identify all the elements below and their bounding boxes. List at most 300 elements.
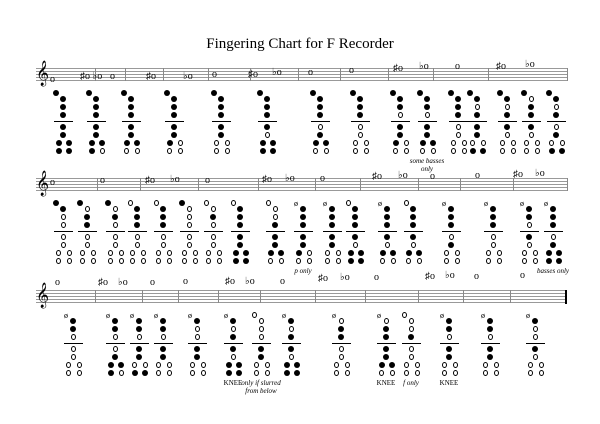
open-hole-icon (141, 258, 146, 264)
finger-hole (337, 354, 345, 362)
barline (340, 68, 341, 81)
open-hole-icon (533, 354, 538, 360)
closed-hole-icon (171, 124, 177, 130)
open-hole-icon (527, 222, 532, 228)
finger-hole (69, 326, 77, 334)
open-hole-icon (108, 258, 113, 264)
open-hole-icon (187, 222, 192, 228)
finger-hole (549, 214, 557, 222)
finger-hole (316, 132, 324, 140)
closed-hole-icon (357, 96, 363, 102)
finger-hole (351, 206, 359, 214)
open-hole-icon (522, 250, 527, 256)
hand-divider (449, 121, 468, 122)
finger-hole (299, 222, 307, 230)
hand-divider (351, 121, 370, 122)
open-hole-icon (225, 140, 230, 146)
half-hole-icon: ø (378, 199, 382, 208)
closed-hole-icon (132, 370, 138, 376)
finger-hole (299, 214, 307, 222)
closed-hole-icon (556, 258, 562, 264)
hand-divider (294, 231, 313, 232)
open-hole-icon (193, 258, 198, 264)
closed-hole-icon (546, 250, 552, 256)
closed-hole-icon (264, 104, 270, 110)
finger-hole (407, 346, 415, 354)
open-hole-icon (279, 258, 284, 264)
double-hole (325, 250, 341, 258)
finger-hole (170, 132, 178, 140)
finger-hole (549, 234, 557, 242)
open-hole-icon (442, 370, 447, 376)
closed-hole-icon (357, 112, 363, 118)
finger-hole (133, 242, 141, 250)
open-hole-icon (402, 312, 407, 318)
double-hole (348, 258, 364, 266)
finger-hole (185, 214, 193, 222)
closed-hole-icon (124, 140, 130, 146)
open-hole-icon (551, 234, 556, 240)
closed-hole-icon (487, 326, 493, 332)
closed-hole-icon (397, 104, 403, 110)
open-hole-icon (217, 258, 222, 264)
barline (315, 290, 316, 303)
open-hole-icon (113, 222, 118, 228)
finger-hole (271, 242, 279, 250)
finger-hole (552, 124, 560, 132)
staff-line (36, 299, 567, 300)
double-hole (66, 362, 82, 370)
note-head: o (374, 272, 379, 283)
half-hole-icon: ø (282, 311, 286, 320)
finger-hole (263, 112, 271, 120)
finger-hole (525, 222, 533, 230)
open-hole-icon (61, 222, 66, 228)
double-hole (444, 258, 460, 266)
open-hole-icon (113, 206, 118, 212)
open-hole-icon (273, 214, 278, 220)
open-hole-icon (119, 370, 124, 376)
closed-hole-icon (167, 140, 173, 146)
closed-hole-icon (278, 250, 284, 256)
closed-hole-icon (490, 222, 496, 228)
finger-hole (217, 96, 225, 104)
double-hole (130, 250, 146, 258)
closed-hole-icon (284, 370, 290, 376)
double-hole (522, 250, 538, 258)
half-hole-icon: ø (442, 199, 446, 208)
open-hole-icon (61, 234, 66, 240)
double-hole (524, 148, 540, 156)
double-hole (549, 148, 565, 156)
closed-hole-icon (93, 124, 99, 130)
closed-hole-icon (455, 112, 461, 118)
closed-hole-icon (300, 222, 306, 228)
open-hole-icon (167, 370, 172, 376)
closed-hole-icon (480, 148, 486, 154)
finger-hole (59, 234, 67, 242)
note-head: ♭o (245, 276, 255, 287)
open-hole-icon (71, 354, 76, 360)
closed-hole-icon (300, 242, 306, 248)
note-head: o (280, 276, 285, 287)
finger-hole (409, 234, 417, 242)
open-hole-icon (135, 242, 140, 248)
double-hole (108, 362, 124, 370)
open-hole-icon (494, 362, 499, 368)
open-hole-icon (535, 148, 540, 154)
open-hole-icon (404, 148, 409, 154)
finger-hole (489, 222, 497, 230)
finger-hole (217, 124, 225, 132)
closed-hole-icon (233, 258, 239, 264)
finger-hole (473, 96, 481, 104)
finger-hole (287, 354, 295, 362)
half-hole-icon: ø (377, 311, 381, 320)
knee-label: KNEE (376, 379, 396, 387)
note-head: ♭o (525, 59, 535, 70)
finger-hole (287, 334, 295, 342)
hand-divider (231, 231, 250, 232)
finger-hole (396, 104, 404, 112)
finger-hole (229, 354, 237, 362)
closed-hole-icon (393, 140, 399, 146)
open-hole-icon (214, 148, 219, 154)
double-hole (156, 250, 172, 258)
finger-hole (552, 104, 560, 112)
open-hole-icon (130, 250, 135, 256)
closed-hole-icon (70, 326, 76, 332)
staff-line (36, 181, 567, 182)
double-hole (393, 148, 409, 156)
finger-hole (445, 318, 453, 326)
closed-hole-icon (317, 104, 323, 110)
closed-hole-icon (323, 140, 329, 146)
half-hole-icon: ø (520, 199, 524, 208)
closed-hole-icon (56, 148, 62, 154)
finger-hole (489, 214, 497, 222)
open-hole-icon (345, 362, 350, 368)
staff (36, 175, 567, 191)
treble-clef-icon: 𝄞 (36, 170, 50, 195)
finger-hole (447, 234, 455, 242)
half-hole-icon: ø (526, 311, 530, 320)
finger-hole (209, 206, 217, 214)
open-hole-icon (71, 346, 76, 352)
finger-hole (299, 234, 307, 242)
finger-hole (92, 132, 100, 140)
finger-hole (69, 346, 77, 354)
finger-hole (407, 326, 415, 334)
open-hole-icon (259, 334, 264, 340)
finger-hole (473, 124, 481, 132)
open-hole-icon (206, 250, 211, 256)
finger-hole (217, 112, 225, 120)
open-hole-icon (190, 370, 195, 376)
open-hole-icon (406, 258, 411, 264)
closed-hole-icon (329, 242, 335, 248)
finger-hole (111, 214, 119, 222)
open-hole-icon (206, 258, 211, 264)
finger-hole (159, 354, 167, 362)
open-hole-icon (187, 242, 192, 248)
open-hole-icon (265, 370, 270, 376)
double-hole (56, 148, 72, 156)
closed-hole-icon (218, 132, 224, 138)
open-hole-icon (193, 250, 198, 256)
closed-hole-icon (389, 362, 395, 368)
open-hole-icon (268, 258, 273, 264)
double-hole (451, 140, 467, 148)
finger-hole (170, 104, 178, 112)
open-hole-icon (491, 242, 496, 248)
open-hole-icon (307, 250, 312, 256)
half-hole-icon: ø (106, 311, 110, 320)
open-hole-icon (431, 148, 436, 154)
open-hole-icon (190, 362, 195, 368)
finger-hole (409, 214, 417, 222)
closed-hole-icon (128, 104, 134, 110)
staff (36, 290, 567, 303)
open-hole-icon (187, 206, 192, 212)
open-hole-icon (296, 258, 301, 264)
finger-hole (257, 326, 265, 334)
double-hole (260, 140, 276, 148)
finger-hole (159, 206, 167, 214)
finger-hole (111, 222, 119, 230)
open-hole-icon (345, 370, 350, 376)
finger-hole (287, 346, 295, 354)
open-hole-icon (522, 258, 527, 264)
open-hole-icon (178, 148, 183, 154)
finger-hole (503, 104, 511, 112)
open-hole-icon (77, 370, 82, 376)
finger-hole (185, 222, 193, 230)
note-head: o (50, 177, 55, 188)
double-hole (124, 140, 140, 148)
finger-hole (503, 96, 511, 104)
barline (360, 178, 361, 191)
finger-hole (299, 242, 307, 250)
finger-hole (263, 96, 271, 104)
closed-hole-icon (383, 354, 389, 360)
open-hole-icon (462, 140, 467, 146)
closed-hole-icon (420, 140, 426, 146)
double-hole (451, 148, 467, 156)
finger-hole (454, 132, 462, 140)
finger-hole (549, 222, 557, 230)
open-hole-icon (560, 140, 565, 146)
closed-hole-icon (348, 258, 354, 264)
note-head: ♭o (170, 174, 180, 185)
closed-hole-icon (128, 124, 134, 130)
open-hole-icon (453, 362, 458, 368)
finger-hole (396, 112, 404, 120)
finger-hole (328, 206, 336, 214)
open-hole-icon (187, 234, 192, 240)
closed-hole-icon (230, 318, 236, 324)
hand-divider (154, 231, 173, 232)
open-hole-icon (451, 140, 456, 146)
double-hole (353, 148, 369, 156)
closed-hole-icon (136, 354, 142, 360)
double-hole (348, 250, 364, 258)
open-hole-icon (334, 362, 339, 368)
finger-hole (209, 214, 217, 222)
note-head: o (100, 175, 105, 186)
finger-hole (552, 112, 560, 120)
note-head: ♯o (513, 169, 523, 180)
finger-hole (423, 124, 431, 132)
closed-hole-icon (348, 250, 354, 256)
finger-hole (337, 326, 345, 334)
finger-hole (527, 112, 535, 120)
closed-hole-icon (490, 214, 496, 220)
closed-hole-icon (317, 96, 323, 102)
finger-hole (447, 222, 455, 230)
closed-hole-icon (383, 326, 389, 332)
open-hole-icon (325, 258, 330, 264)
closed-hole-icon (243, 258, 249, 264)
note-head: ♯o (98, 277, 108, 288)
finger-hole (525, 234, 533, 242)
double-hole (156, 370, 172, 378)
double-hole (486, 258, 502, 266)
open-hole-icon (289, 354, 294, 360)
finger-hole (531, 354, 539, 362)
open-hole-icon (483, 362, 488, 368)
staff (36, 65, 567, 81)
closed-hole-icon (128, 112, 134, 118)
open-hole-icon (415, 362, 420, 368)
note-head: o (320, 173, 325, 184)
finger-hole (133, 206, 141, 214)
finger-hole (193, 334, 201, 342)
finger-hole (447, 242, 455, 250)
closed-hole-icon (546, 258, 552, 264)
half-hole-icon: ø (332, 311, 336, 320)
double-hole (254, 370, 270, 378)
finger-hole (351, 242, 359, 250)
closed-hole-icon (553, 132, 559, 138)
note-head: o (308, 67, 313, 78)
note-head: o (475, 170, 480, 181)
open-hole-icon (409, 318, 414, 324)
finger-hole (159, 234, 167, 242)
double-hole (334, 370, 350, 378)
hand-divider (402, 343, 421, 344)
open-hole-icon (273, 206, 278, 212)
closed-hole-icon (243, 250, 249, 256)
note-head: o (212, 69, 217, 80)
note-head: o (349, 65, 354, 76)
closed-hole-icon (160, 318, 166, 324)
finger-hole (287, 318, 295, 326)
finger-hole (69, 334, 77, 342)
knee-label: KNEE (223, 379, 243, 387)
note-head: o (455, 61, 460, 72)
closed-hole-icon (230, 334, 236, 340)
closed-hole-icon (142, 370, 148, 376)
open-hole-icon (100, 148, 105, 154)
finger-hole (525, 206, 533, 214)
hand-divider (526, 343, 545, 344)
closed-hole-icon (284, 362, 290, 368)
finger-hole (454, 104, 462, 112)
finger-hole (135, 354, 143, 362)
open-hole-icon (494, 370, 499, 376)
finger-hole (337, 318, 345, 326)
finger-hole (236, 214, 244, 222)
fingering-note: f only (403, 379, 419, 387)
closed-hole-icon (210, 214, 216, 220)
finger-hole (445, 346, 453, 354)
finger-hole (209, 222, 217, 230)
finger-hole (356, 104, 364, 112)
double-hole (56, 258, 72, 266)
hand-divider (165, 121, 184, 122)
open-hole-icon (124, 148, 129, 154)
finger-hole (170, 112, 178, 120)
open-hole-icon (451, 148, 456, 154)
finger-hole (356, 132, 364, 140)
finger-hole (69, 318, 77, 326)
barline (258, 178, 259, 191)
staff-line (36, 296, 567, 297)
closed-hole-icon (233, 250, 239, 256)
note-head: ♭o (183, 71, 193, 82)
double-hole (190, 370, 206, 378)
closed-hole-icon (89, 140, 95, 146)
finger-hole (83, 214, 91, 222)
finger-hole (486, 326, 494, 334)
finger-hole (135, 318, 143, 326)
fingering-note: basses only (536, 267, 570, 275)
open-hole-icon (481, 140, 486, 146)
closed-hole-icon (226, 370, 232, 376)
hand-divider (258, 121, 277, 122)
finger-hole (257, 354, 265, 362)
open-hole-icon (554, 124, 559, 130)
half-hole-icon: ø (484, 199, 488, 208)
finger-hole (525, 242, 533, 250)
open-hole-icon (444, 258, 449, 264)
double-hole (313, 148, 329, 156)
open-hole-icon (353, 242, 358, 248)
open-hole-icon (529, 132, 534, 138)
closed-hole-icon (487, 346, 493, 352)
finger-hole (447, 214, 455, 222)
closed-hole-icon (108, 362, 114, 368)
open-hole-icon (265, 362, 270, 368)
closed-hole-icon (408, 334, 414, 340)
note-head: ♭o (285, 173, 295, 184)
finger-hole (445, 326, 453, 334)
finger-hole (383, 222, 391, 230)
finger-hole (486, 318, 494, 326)
closed-hole-icon (352, 206, 358, 212)
open-hole-icon (156, 370, 161, 376)
finger-hole (209, 242, 217, 250)
barline (418, 178, 419, 191)
staff-line (36, 187, 567, 188)
hand-divider (122, 121, 141, 122)
double-hole (156, 362, 172, 370)
open-hole-icon (56, 250, 61, 256)
finger-hole (229, 346, 237, 354)
closed-hole-icon (397, 124, 403, 130)
half-hole-icon: ø (64, 311, 68, 320)
